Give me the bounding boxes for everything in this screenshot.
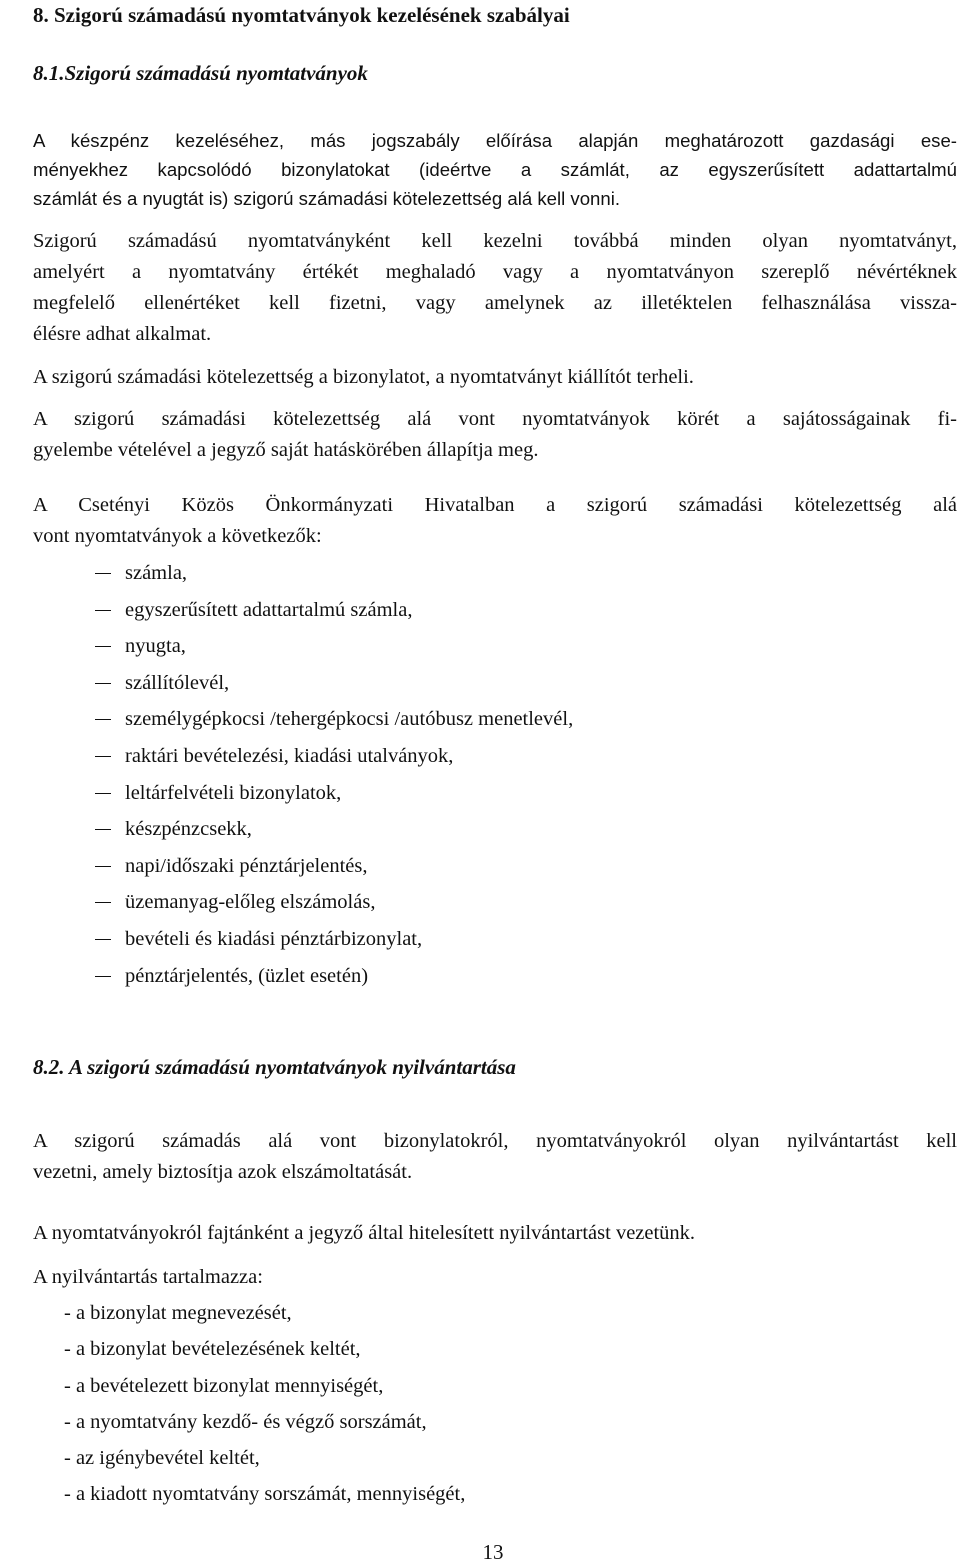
paragraph-obligation: A szigorú számadási kötelezettség a bizonylatot, a nyomtatványt kiállítót terheli. [33, 366, 694, 388]
strict-forms-list [33, 555, 957, 994]
paragraph-notary-registry: A nyomtatványokról fajtánként a jegyző által hitelesített nyilvántartást vezetünk. [33, 1222, 696, 1244]
paragraph-cash-handling [33, 126, 957, 213]
paragraph-registry [33, 1126, 957, 1188]
list-item [33, 628, 957, 665]
subsection-title: Szigorú számadású nyomtatványok [64, 61, 368, 85]
list-item-text: leltárfelvételi bizonylatok, [125, 781, 342, 804]
list-item-text: üzemanyag-előleg elszámolás, [125, 891, 376, 914]
dash-bullet [95, 756, 111, 757]
text-line: vezetni, amely biztosítja azok elszámoltatását. [33, 1161, 413, 1183]
page-number: 13 [482, 1540, 504, 1564]
list-item-text: pénztárjelentés, (üzlet esetén) [125, 964, 369, 987]
dash-bullet [95, 793, 111, 794]
registry-contents-list [33, 1295, 957, 1513]
dash-bullet [95, 939, 111, 940]
list-item [33, 738, 957, 775]
text-line: számlát és a nyugtát is) szigorú számadási kötelezettség alá kell vonni. [33, 188, 621, 209]
dash-bullet [95, 610, 111, 611]
text-line: élésre adhat alkalmat. [33, 323, 212, 345]
list-item: - a nyomtatvány kezdő- és végző sorszámát, [64, 1410, 427, 1433]
dash-bullet [95, 646, 111, 647]
paragraph-registry-contents: A nyilvántartás tartalmazza: [33, 1266, 263, 1288]
list-item: - a bevételezett bizonylat mennyiségét, [64, 1374, 384, 1397]
list-item-text: szállítólevél, [125, 671, 230, 694]
list-item-text: raktári bevételezési, kiadási utalványok, [125, 744, 454, 767]
list-item-text: készpénzcsekk, [125, 818, 252, 841]
text-line: vont nyomtatványok a következők: [33, 525, 322, 547]
text-line: A Csetényi Közös Önkormányzati Hivatalban a szigorú számadási kötelezettség alá [33, 494, 957, 516]
dash-bullet [95, 866, 111, 867]
list-item-text: számla, [125, 562, 188, 584]
list-item-text: személygépkocsi /tehergépkocsi /autóbusz menetlevél, [125, 708, 574, 731]
dash-bullet [95, 902, 111, 903]
text-line: A szigorú számadási kötelezettség alá vont nyomtatványok körét a sajátosságainak fi- [33, 408, 957, 430]
list-item: - a kiadott nyomtatvány sorszámát, mennyiségét, [64, 1483, 466, 1506]
list-item-text: bevételi és kiadási pénztárbizonylat, [125, 927, 423, 950]
text-line: A készpénz kezeléséhez, más jogszabály előírása alapján meghatározott gazdasági ese- [33, 130, 957, 151]
paragraph-scope [33, 404, 957, 466]
subsection-8-1-heading [33, 58, 957, 89]
subsection-title: A szigorú számadású nyomtatványok nyilvántartása [68, 1055, 516, 1079]
paragraph-office-forms [33, 490, 957, 552]
text-line: megfelelő ellenértéket kell fizetni, vagy amelynek az illetéktelen felhasználása vissza- [33, 292, 957, 314]
text-line: gyelembe vételével a jegyző saját hatáskörében állapítja meg. [33, 439, 539, 461]
dash-bullet [95, 573, 111, 574]
dash-bullet [95, 683, 111, 684]
text-line: ményekhez kapcsolódó bizonylatokat (ideértve a számlát, az egyszerűsített adattartalmú [33, 159, 957, 180]
list-item-text: egyszerűsített adattartalmú számla, [125, 598, 413, 621]
list-item [33, 665, 957, 702]
list-item: - a bizonylat bevételezésének keltét, [64, 1338, 361, 1361]
text-line: A szigorú számadás alá vont bizonylatokról, nyomtatványokról olyan nyilvántartást kell [33, 1130, 957, 1152]
subsection-8-2-heading [33, 1052, 957, 1083]
list-item [33, 958, 957, 995]
list-item [33, 811, 957, 848]
list-item: - a bizonylat megnevezését, [64, 1302, 292, 1324]
list-item [33, 701, 957, 738]
list-item: - az igénybevétel keltét, [64, 1447, 260, 1470]
list-item-text: nyugta, [125, 635, 186, 658]
dash-bullet [95, 976, 111, 977]
list-item [33, 775, 957, 812]
text-line: Szigorú számadású nyomtatványként kell kezelni továbbá minden olyan nyomtatványt, [33, 230, 957, 252]
dash-bullet [95, 829, 111, 830]
list-item [33, 592, 957, 629]
dash-bullet [95, 719, 111, 720]
list-item-text: napi/időszaki pénztárjelentés, [125, 854, 368, 877]
list-item [33, 848, 957, 885]
section-heading: 8. Szigorú számadású nyomtatványok kezelésének szabályai [33, 3, 570, 27]
paragraph-strict-forms [33, 226, 957, 350]
list-item [33, 884, 957, 921]
list-item [33, 555, 957, 592]
list-item [33, 921, 957, 958]
text-line: amelyért a nyomtatvány értékét meghaladó vagy a nyomtatványon szereplő névértéknek [33, 261, 957, 283]
subsection-number: 8.2. [33, 1055, 65, 1079]
subsection-number: 8.1. [33, 61, 65, 85]
